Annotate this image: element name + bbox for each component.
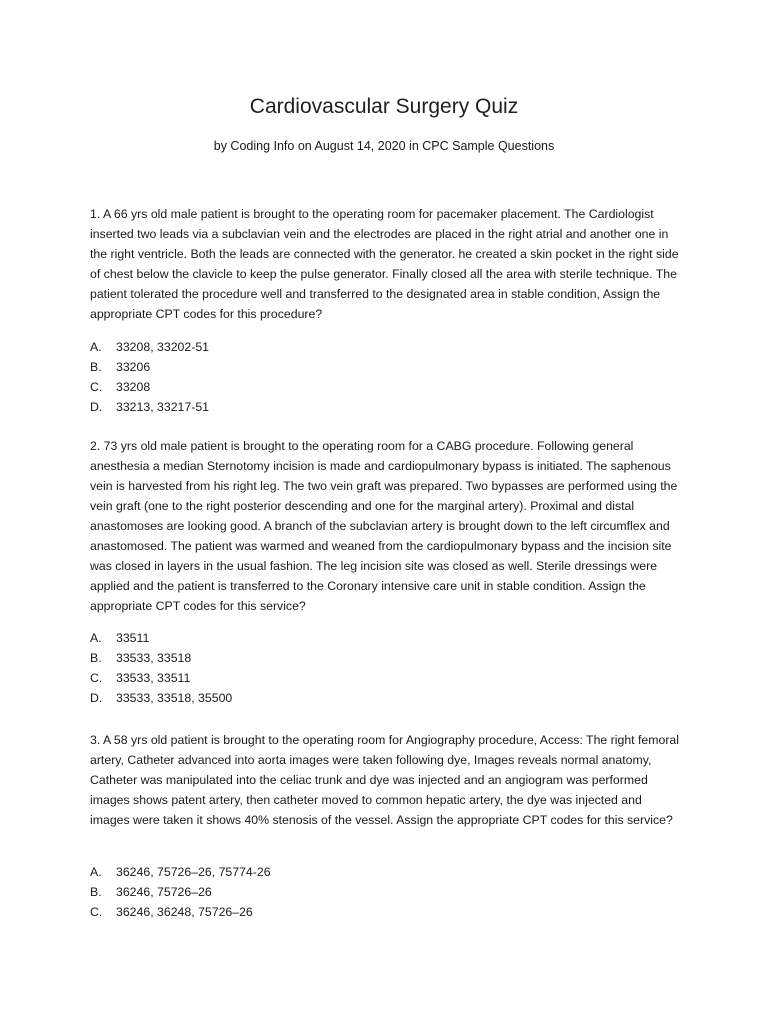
option-letter: C. — [90, 671, 103, 685]
byline: by Coding Info on August 14, 2020 in CPC Sample Questions — [213, 139, 555, 153]
option-item — [90, 377, 680, 397]
option-text: 33208, 33202-51 — [116, 340, 209, 354]
option-text: 33533, 33511 — [116, 671, 191, 685]
option-item — [90, 397, 680, 417]
option-item — [90, 882, 680, 902]
option-item — [90, 337, 680, 357]
option-text: 33533, 33518 — [116, 651, 192, 665]
option-letter: D. — [90, 691, 103, 705]
question-3-text: 3. A 58 yrs old patient is brought to the operating room for Angiography procedure, Access: The right femoral artery, Catheter advanced into aorta images were taken following dye, Images reveals normal anatomy, Catheter was manipulated into the celiac trunk and dye was injected and an angiogram was performed images shows patent artery, then catheter moved to common hepatic artery, the dye was injected and images were taken it shows 40% stenosis of the vessel. Assign the appropriate CPT codes for this service? — [90, 733, 680, 827]
option-letter: A. — [90, 340, 102, 354]
option-letter: D. — [90, 400, 103, 414]
option-item — [90, 688, 680, 708]
option-text: 33208 — [116, 380, 151, 394]
option-item — [90, 628, 680, 648]
option-letter: A. — [90, 631, 102, 645]
option-letter: A. — [90, 865, 102, 879]
question-1-options — [90, 337, 680, 417]
option-text: 33213, 33217-51 — [116, 400, 209, 414]
option-text: 36246, 75726–26 — [116, 885, 212, 899]
option-text: 33533, 33518, 35500 — [116, 691, 233, 705]
question-2-text: 2. 73 yrs old male patient is brought to the operating room for a CABG procedure. Following general anesthesia a median Sternotomy incision is made and cardiopulmonary bypass is initiated. The saphenous vein is harvested from his right leg. The two vein graft was prepared. Two bypasses are performed using the vein graft (one to the right posterior descending and one for the marginal artery). Proximal and distal anastomoses are looking good. A branch of the subclavian artery is brought down to the left circumflex and anastomosed. The patient was warmed and weaned from the cardiopulmonary bypass and the incision site was closed in layers in the usual fashion. The leg incision site was closed as well. Sterile dressings were applied and the patient is transferred to the Coronary intensive care unit in stable condition. Assign the appropriate CPT codes for this service? — [90, 439, 678, 613]
option-letter: C. — [90, 905, 103, 919]
option-item — [90, 862, 680, 882]
question-1-text: 1. A 66 yrs old male patient is brought to the operating room for pacemaker placement. The Cardiologist inserted two leads via a subclavian vein and the electrodes are placed in the right atrial and another one in the right ventricle. Both the leads are connected with the generator. he created a skin pocket in the right side of chest below the clavicle to keep the pulse generator. Finally closed all the area with sterile technique. The patient tolerated the procedure well and transferred to the designated area in stable condition, Assign the appropriate CPT codes for this procedure? — [90, 207, 679, 321]
option-text: 33511 — [116, 631, 150, 645]
option-letter: C. — [90, 380, 103, 394]
option-letter: B. — [90, 651, 102, 665]
option-letter: B. — [90, 885, 102, 899]
option-text: 36246, 36248, 75726–26 — [116, 905, 253, 919]
option-text: 33206 — [116, 360, 151, 374]
question-2-options — [90, 628, 680, 708]
question-3-options — [90, 862, 680, 922]
page-title: Cardiovascular Surgery Quiz — [249, 95, 519, 118]
option-item — [90, 902, 680, 922]
option-letter: B. — [90, 360, 102, 374]
option-item — [90, 357, 680, 377]
option-text: 36246, 75726–26, 75774-26 — [116, 865, 271, 879]
option-item — [90, 668, 680, 688]
option-item — [90, 648, 680, 668]
